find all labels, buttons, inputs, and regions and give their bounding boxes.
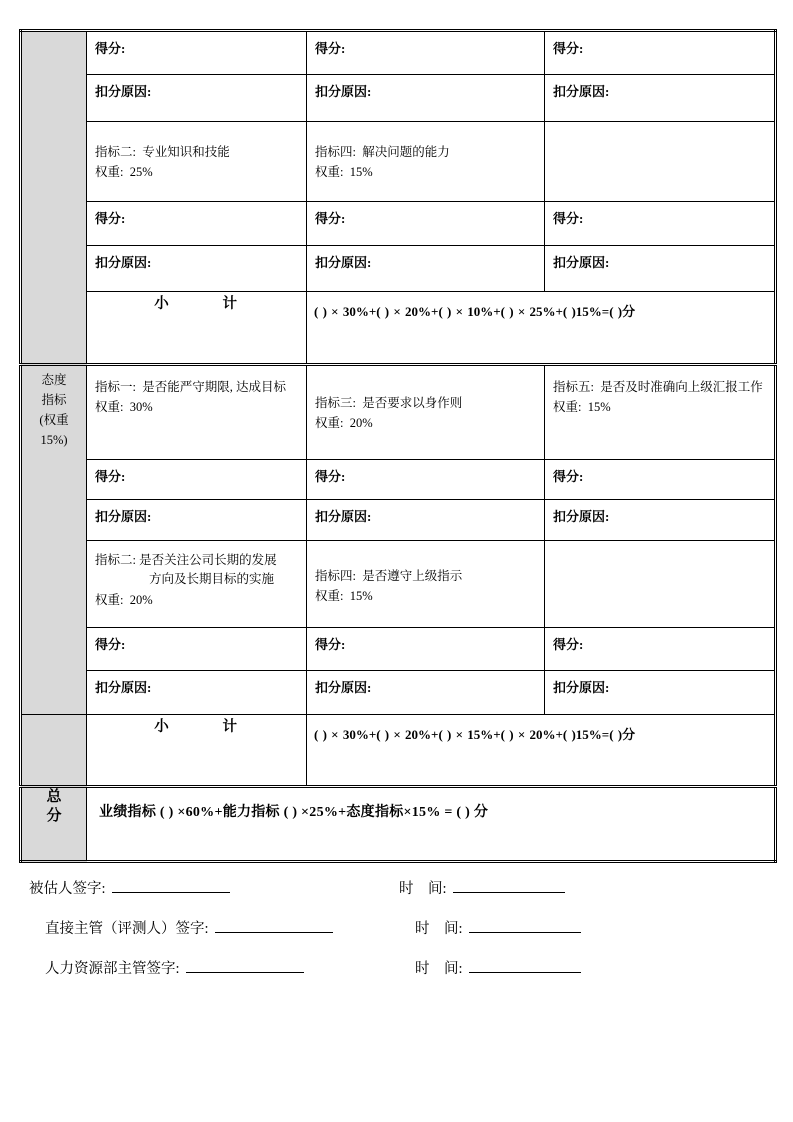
- supervisor-signature-label: 直接主管（评测人）签字:: [45, 920, 209, 937]
- table-row: [21, 500, 776, 541]
- table-row: [21, 541, 776, 628]
- table-row: [21, 31, 776, 75]
- subtotal-char-2: 计: [222, 296, 239, 312]
- score-label: 得分:: [553, 41, 584, 56]
- indicator-title: 指标三: 是否要求以身作则: [315, 396, 463, 410]
- hr-date-field[interactable]: [469, 971, 581, 973]
- indicator-weight: 权重: 20%: [95, 592, 153, 607]
- total-label-line-1: 总: [46, 789, 62, 805]
- indicator-weight: 权重: 30%: [95, 400, 153, 415]
- indicator-weight: 权重: 15%: [315, 589, 373, 604]
- attitude-section-label: [22, 366, 86, 454]
- attitude-score-cell-2-1[interactable]: [87, 628, 307, 671]
- attitude-subtotal-formula: ( ) × 30%+( ) × 20%+( ) × 15%+( ) × 20%+( )15%=( )分: [314, 727, 636, 742]
- ability-subtotal-formula: ( ) × 30%+( ) × 20%+( ) × 10%+( ) × 25%+( )15%=( )分: [314, 304, 636, 319]
- table-row: [21, 787, 776, 862]
- attitude-indicator-cell-5: [545, 365, 776, 460]
- ability-reason-cell-1-1[interactable]: [87, 75, 307, 122]
- ability-subtotal-label: [87, 292, 307, 365]
- score-label: 得分:: [95, 637, 126, 652]
- ability-reason-cell-1-2[interactable]: [307, 75, 545, 122]
- attitude-reason-cell-2-3[interactable]: [545, 671, 776, 715]
- attitude-subtotal-label: [87, 715, 307, 787]
- attitude-label-line-1: 态度: [41, 373, 67, 387]
- score-label: 得分:: [315, 637, 346, 652]
- score-label: 得分:: [553, 211, 584, 226]
- hr-date-label: 时 间:: [415, 960, 463, 977]
- score-label: 得分:: [315, 469, 346, 484]
- ability-score-cell-1-2[interactable]: [307, 31, 545, 75]
- ability-section-label: [22, 32, 86, 40]
- indicator-weight: 权重: 15%: [315, 165, 373, 180]
- indicator-title: 指标四: 解决问题的能力: [315, 145, 450, 159]
- ability-score-cell-1-1[interactable]: [87, 31, 307, 75]
- attitude-score-cell-1-1[interactable]: [87, 460, 307, 500]
- indicator-weight: 权重: 20%: [315, 416, 373, 431]
- ability-reason-cell-2-2[interactable]: [307, 246, 545, 292]
- subtotal-char-1: 小: [154, 296, 171, 312]
- attitude-indicator-cell-4: [307, 541, 545, 628]
- ability-section-label-cell: [21, 31, 87, 365]
- indicator-title: 指标二: 是否关注公司长期的发展: [95, 553, 277, 567]
- deduction-reason-label: 扣分原因:: [315, 255, 372, 270]
- deduction-reason-label: 扣分原因:: [553, 84, 610, 99]
- indicator-title: 指标四: 是否遵守上级指示: [315, 569, 463, 583]
- score-label: 得分:: [553, 637, 584, 652]
- indicator-empty: [545, 122, 774, 134]
- deduction-reason-label: 扣分原因:: [315, 680, 372, 695]
- attitude-score-cell-2-2[interactable]: [307, 628, 545, 671]
- score-label: 得分:: [95, 469, 126, 484]
- indicator-weight: 权重: 25%: [95, 165, 153, 180]
- total-score-formula: 业绩指标 ( ) ×60%+能力指标 ( ) ×25%+态度指标×15% = ( ) 分: [99, 805, 489, 820]
- table-row: [21, 75, 776, 122]
- total-label-line-2: 分: [46, 807, 62, 824]
- ability-score-cell-2-2[interactable]: [307, 202, 545, 246]
- deduction-reason-label: 扣分原因:: [95, 509, 152, 524]
- indicator-title: 指标五: 是否及时准确向上级汇报工作: [553, 380, 763, 394]
- supervisor-signature-field[interactable]: [215, 931, 333, 933]
- attitude-section-label-cell: [21, 365, 87, 715]
- table-row: [21, 122, 776, 202]
- score-label: 得分:: [95, 41, 126, 56]
- attitude-indicator-cell-1: [87, 365, 307, 460]
- table-row: [21, 246, 776, 292]
- ability-reason-cell-1-3[interactable]: [545, 75, 776, 122]
- attitude-subtotal-formula-cell[interactable]: [307, 715, 776, 787]
- subtotal-char-1: 小: [154, 719, 171, 735]
- performance-evaluation-table: [19, 29, 777, 863]
- indicator-title: 指标二: 专业知识和技能: [95, 145, 230, 159]
- table-row: [21, 628, 776, 671]
- ability-indicator-cell-4: [307, 122, 545, 202]
- evaluatee-date-field[interactable]: [453, 891, 565, 893]
- signature-row-hr: [19, 960, 774, 979]
- deduction-reason-label: 扣分原因:: [553, 680, 610, 695]
- ability-score-cell-1-3[interactable]: [545, 31, 776, 75]
- indicator-title: 指标一: 是否能严守期限, 达成目标: [95, 380, 286, 394]
- attitude-score-cell-1-2[interactable]: [307, 460, 545, 500]
- score-label: 得分:: [315, 211, 346, 226]
- table-row: [21, 715, 776, 787]
- subtotal-char-2: 计: [222, 719, 239, 735]
- deduction-reason-label: 扣分原因:: [95, 84, 152, 99]
- evaluatee-signature-label: 被估人签字:: [29, 881, 106, 897]
- deduction-reason-label: 扣分原因:: [553, 509, 610, 524]
- ability-reason-cell-2-3[interactable]: [545, 246, 776, 292]
- deduction-reason-label: 扣分原因:: [95, 255, 152, 270]
- attitude-label-line-2: 指标: [41, 393, 67, 407]
- deduction-reason-label: 扣分原因:: [315, 84, 372, 99]
- score-label: 得分:: [315, 41, 346, 56]
- ability-subtotal-formula-cell[interactable]: [307, 292, 776, 365]
- evaluatee-signature-field[interactable]: [112, 891, 230, 893]
- attitude-indicator-cell-empty: [545, 541, 776, 628]
- attitude-indicator-cell-3: [307, 365, 545, 460]
- table-row: [21, 365, 776, 460]
- total-score-formula-cell[interactable]: [87, 787, 776, 862]
- ability-score-cell-2-3[interactable]: [545, 202, 776, 246]
- deduction-reason-label: 扣分原因:: [315, 509, 372, 524]
- attitude-label-line-4: 15%): [40, 433, 68, 447]
- indicator-title-cont: 方向及长期目标的实施: [149, 572, 275, 587]
- attitude-label-line-3: (权重: [39, 413, 69, 427]
- signature-row-supervisor: [19, 920, 774, 939]
- attitude-subtotal-spacer: [21, 715, 87, 787]
- ability-reason-cell-2-1[interactable]: [87, 246, 307, 292]
- attitude-reason-cell-2-1[interactable]: [87, 671, 307, 715]
- hr-signature-label: 人力资源部主管签字:: [45, 960, 180, 977]
- deduction-reason-label: 扣分原因:: [95, 680, 152, 695]
- table-row: [21, 292, 776, 365]
- attitude-reason-cell-2-2[interactable]: [307, 671, 545, 715]
- total-score-label-cell: [21, 787, 87, 862]
- attitude-reason-cell-1-2[interactable]: [307, 500, 545, 541]
- table-row: [21, 671, 776, 715]
- supervisor-date-label: 时 间:: [415, 920, 463, 937]
- evaluatee-date-label: 时 间:: [399, 881, 447, 897]
- signature-block: [19, 880, 774, 1000]
- attitude-score-cell-2-3[interactable]: [545, 628, 776, 671]
- ability-indicator-cell-empty: [545, 122, 776, 202]
- table-row: [21, 460, 776, 500]
- score-label: 得分:: [553, 469, 584, 484]
- attitude-score-cell-1-3[interactable]: [545, 460, 776, 500]
- indicator-weight: 权重: 15%: [553, 400, 611, 415]
- attitude-reason-cell-1-1[interactable]: [87, 500, 307, 541]
- score-label: 得分:: [95, 211, 126, 226]
- ability-score-cell-2-1[interactable]: [87, 202, 307, 246]
- supervisor-date-field[interactable]: [469, 931, 581, 933]
- signature-row-evaluatee: [19, 880, 774, 899]
- table-row: [21, 202, 776, 246]
- ability-indicator-cell-2: [87, 122, 307, 202]
- hr-signature-field[interactable]: [186, 971, 304, 973]
- attitude-reason-cell-1-3[interactable]: [545, 500, 776, 541]
- attitude-indicator-cell-2: [87, 541, 307, 628]
- indicator-empty: [545, 541, 774, 553]
- deduction-reason-label: 扣分原因:: [553, 255, 610, 270]
